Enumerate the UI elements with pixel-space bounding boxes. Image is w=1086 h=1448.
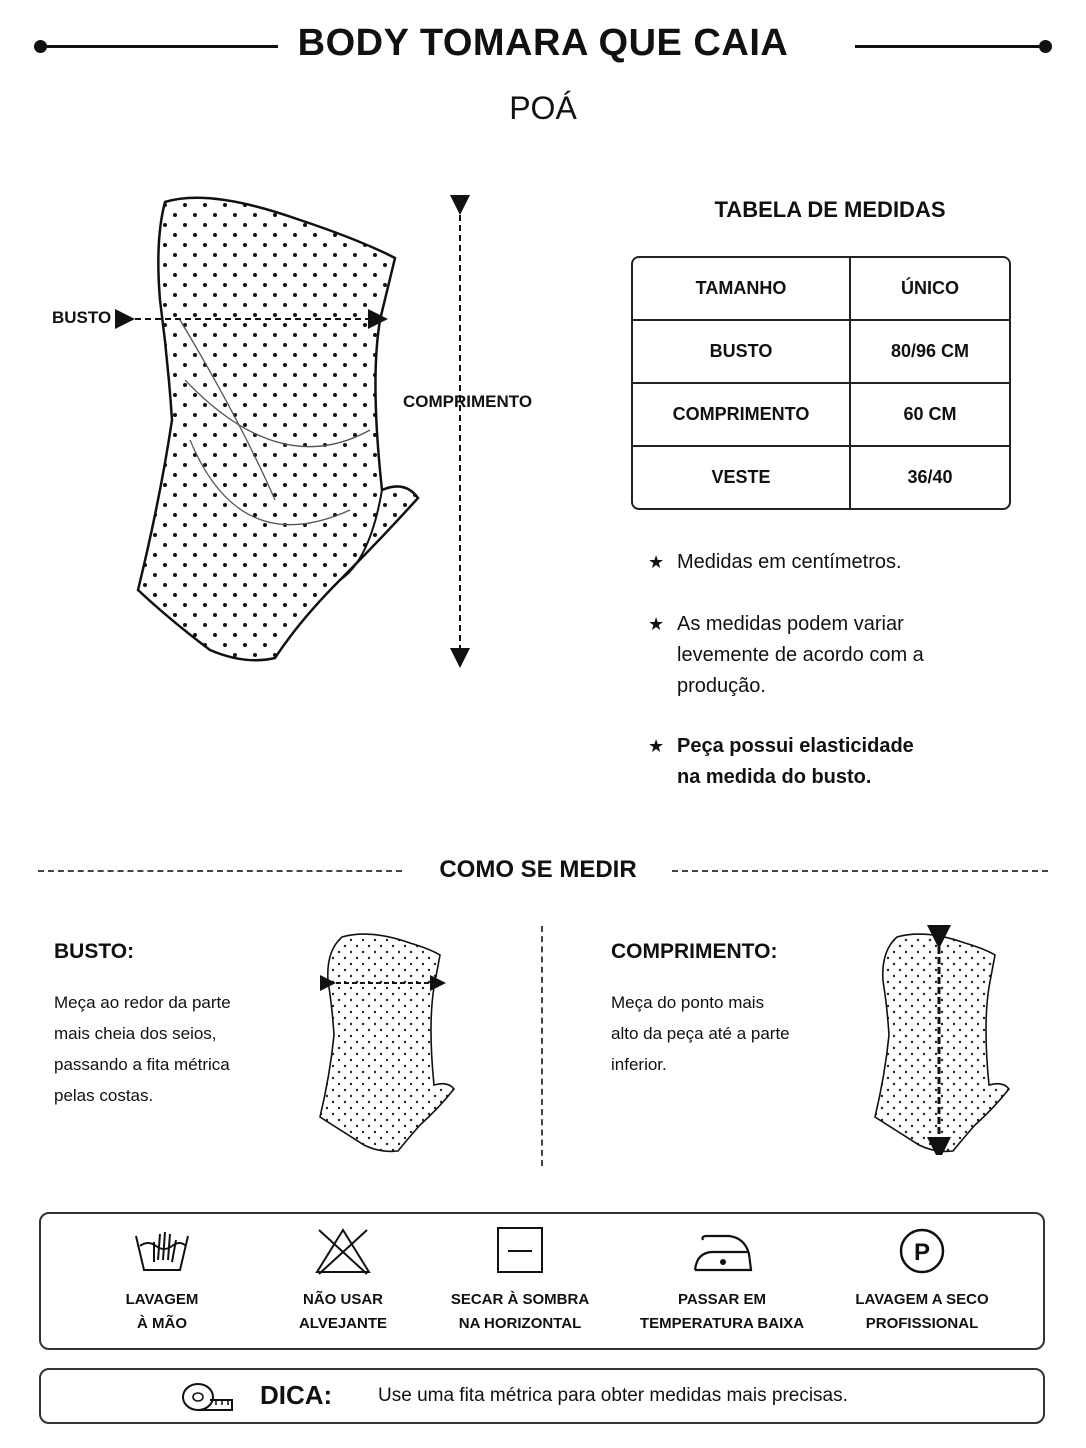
dry-flat-shade-icon: [490, 1226, 550, 1276]
comprimento-instructions: Meça do ponto mais alto da peça até a parte inferior.: [611, 993, 790, 1074]
svg-text:P: P: [913, 1239, 931, 1266]
care-label-line2: À MÃO: [137, 1315, 187, 1332]
care-label-line1: LAVAGEM A SECO: [855, 1291, 989, 1308]
page-subtitle: POÁ: [509, 90, 577, 126]
care-label-line2: ALVEJANTE: [298, 1315, 388, 1332]
busto-measure-illustration: [300, 925, 480, 1155]
comprimento-measure-illustration: [855, 925, 1035, 1155]
vertical-divider: [541, 926, 543, 1166]
busto-heading: BUSTO:: [54, 940, 135, 963]
star-icon: ★: [648, 736, 665, 756]
dry-clean-p-icon: [892, 1226, 952, 1276]
care-item: [62, 1226, 262, 1336]
table-cell: COMPRIMENTO: [633, 384, 851, 447]
table-cell: 36/40: [907, 467, 953, 487]
note-text: Medidas em centímetros.: [677, 551, 902, 573]
section-divider-right: [672, 870, 1048, 872]
care-item: [420, 1226, 620, 1336]
garment-illustration: [40, 180, 600, 680]
table-cell: 60 CM: [851, 384, 1009, 447]
iron-low-icon: [687, 1226, 757, 1276]
care-item: [243, 1226, 443, 1336]
section-divider-left: [38, 870, 402, 872]
care-item: [822, 1226, 1022, 1336]
care-label-line1: LAVAGEM: [125, 1291, 199, 1308]
page-title: BODY TOMARA QUE CAIA: [297, 22, 789, 64]
care-item: [622, 1226, 822, 1336]
table-cell: ÚNICO: [851, 258, 1009, 321]
star-icon: ★: [648, 614, 665, 634]
garment-shape: [138, 198, 418, 660]
size-table: [631, 256, 1011, 510]
care-label-line1: NÃO USAR: [302, 1291, 383, 1308]
how-to-measure-title: COMO SE MEDIR: [439, 856, 637, 883]
table-cell: 80/96 CM: [851, 321, 1009, 384]
table-row: [633, 258, 1009, 321]
table-cell: BUSTO: [633, 321, 851, 384]
care-label-line1: PASSAR EM: [677, 1291, 767, 1308]
busto-instructions: Meça ao redor da parte mais cheia dos seios, passando a fita métrica pelas costas.: [54, 993, 231, 1105]
care-label-line2: TEMPERATURA BAIXA: [639, 1315, 805, 1332]
care-label-line2: NA HORIZONTAL: [458, 1315, 582, 1332]
tip-label: DICA:: [260, 1380, 333, 1410]
table-row: [633, 321, 1009, 384]
care-label-line2: PROFISSIONAL: [865, 1315, 979, 1332]
comprimento-label: COMPRIMENTO: [403, 392, 533, 411]
comprimento-heading: COMPRIMENTO:: [611, 940, 778, 963]
note-text: Peça possui elasticidade na medida do busto.: [677, 735, 914, 788]
note-text: As medidas podem variar levemente de acordo com a produção.: [677, 613, 924, 697]
table-cell: VESTE: [633, 447, 851, 508]
table-cell: TAMANHO: [633, 258, 851, 321]
measuring-tape-icon: [180, 1380, 236, 1414]
tip-text: Use uma fita métrica para obter medidas mais precisas.: [378, 1385, 848, 1406]
star-icon: ★: [648, 552, 665, 572]
hand-wash-icon: [132, 1226, 192, 1276]
busto-label: BUSTO: [52, 308, 112, 327]
table-row: [633, 447, 1009, 508]
table-row: [633, 384, 1009, 447]
header-right-dot: [1039, 40, 1052, 53]
header-right-line: [855, 45, 1045, 48]
no-bleach-icon: [313, 1226, 373, 1276]
size-table-title: TABELA DE MEDIDAS: [714, 197, 946, 222]
care-label-line1: SECAR À SOMBRA: [450, 1291, 590, 1308]
